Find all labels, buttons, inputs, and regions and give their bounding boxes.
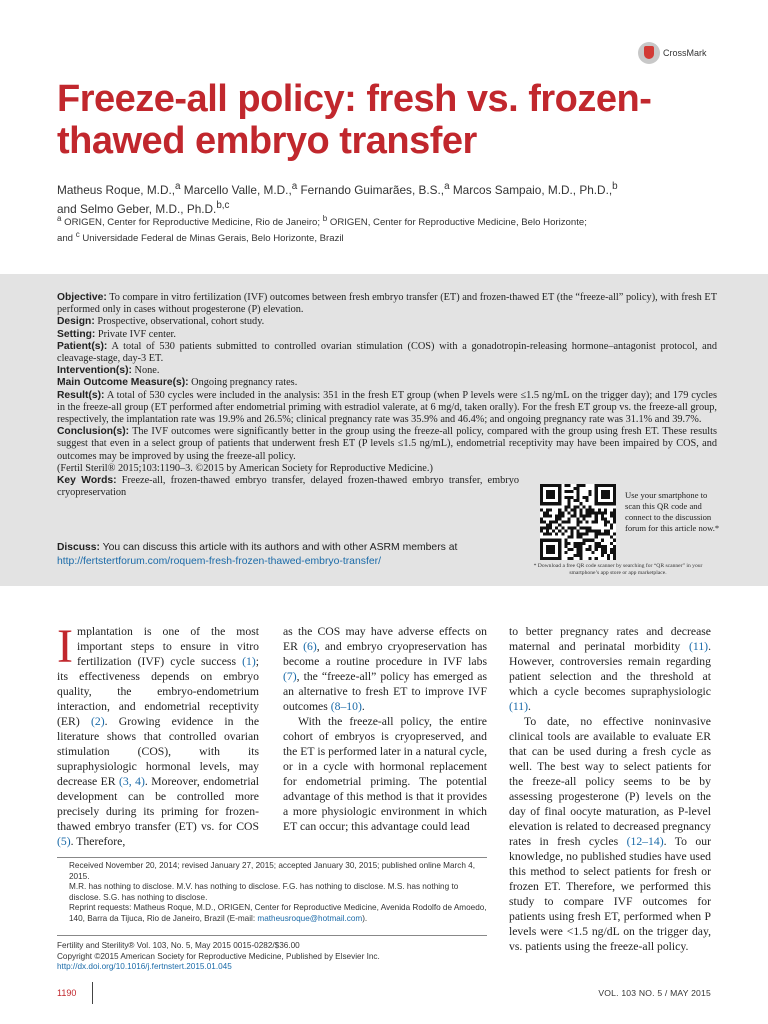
text-run: . However, controversies remain regarding patient selection and the threshold at which a cycle becomes supraphysiologic <box>509 640 711 698</box>
text-run: mplantation is one of the most important steps to ensure in vitro fertilization (IVF) cycle success <box>76 625 259 668</box>
received-dates: Received November 20, 2014; revised January 27, 2015; accepted January 30, 2015; published online March 4, 2015. <box>69 861 475 881</box>
discuss-block <box>57 541 519 568</box>
label-keywords: Key Words: <box>57 475 117 487</box>
patients-text: A total of 530 patients submitted to controlled ovarian stimulation (COS) with a gonadotropin-releasing hormone–antagonist protocol, and cleavage-stage, day-3 ET. <box>57 340 717 365</box>
label-patients: Patient(s): <box>57 340 108 352</box>
article-title: Freeze-all policy: fresh vs. frozen-thawed embryo transfer <box>57 78 652 162</box>
affiliation-text: Universidade Federal de Minas Gerais, Belo Horizonte, Brazil <box>79 233 344 245</box>
author-name: Marcello Valle, M.D., <box>180 182 292 197</box>
conclusions-text: The IVF outcomes were significantly better in the group using the freeze-all policy, compared with the group using fresh ET. These results suggest that even in a select group of patients that underwent fresh ET (P levels ≤1.5 ng/mL), endometrial receptivity may have been impaired by COS, and outcomes may be improved by using the freeze-all policy. <box>57 426 717 462</box>
label-objective: Objective: <box>57 292 107 303</box>
author-name: and Selmo Geber, M.D., Ph.D. <box>57 201 217 216</box>
affil-mark: c <box>75 230 80 240</box>
discuss-text: You can discuss this article with its authors and with other ASRM members at <box>99 542 458 553</box>
body-column-2 <box>283 624 487 834</box>
objective-text: To compare in vitro fertilization (IVF) outcomes between fresh embryo transfer (ET) and frozen-thawed ET (the “freeze-all” policy), with fresh ET performed only in cases without progesterone (P) elevation. <box>57 292 717 316</box>
text-run: . Therefore, <box>70 835 126 848</box>
qr-footnote: * Download a free QR code scanner by searching for “QR scanner” in your smartphone’s app store or app marketplace. <box>533 563 703 576</box>
crossmark-logo[interactable] <box>638 42 707 64</box>
volume-info: VOL. 103 NO. 5 / MAY 2015 <box>598 988 711 998</box>
abstract-outcome <box>57 377 717 389</box>
ref-link[interactable]: (1) <box>242 655 256 668</box>
abstract-setting <box>57 329 717 341</box>
body-paragraph <box>283 624 487 714</box>
text-run: . <box>528 700 531 713</box>
text-run: ; its effectiveness depends on embryo quality, the embryo-endometrium interaction, and endometrial receptivity (ER) <box>57 655 259 728</box>
text-run: . <box>361 700 365 713</box>
body-column-3 <box>509 624 711 954</box>
reprint-end: ). <box>362 913 368 923</box>
body-paragraph <box>509 624 711 714</box>
keywords-text: Freeze-all, frozen-thawed embryo transfer, delayed frozen-thawed embryo transfer, embryo cryopreservation <box>57 475 520 499</box>
intro-paragraph <box>57 620 260 849</box>
interventions-text: None. <box>131 365 160 377</box>
affil-mark: a <box>57 214 62 223</box>
affiliation-text: ORIGEN, Center for Reproductive Medicine, Belo Horizonte; <box>327 217 587 229</box>
reprint-text: Reprint requests: Matheus Roque, M.D., ORIGEN, Center for Reproductive Medicine, Avenida Rodolfo de Amoedo, 140, Barra da Tijuca, Rio de Janeiro, Brazil (E-mail: <box>69 903 487 923</box>
journal-line: Fertility and Sterility® Vol. 103, No. 5, May 2015 0015-0282/$36.00 <box>57 941 300 950</box>
email-link[interactable]: matheusroque@hotmail.com <box>257 913 363 923</box>
author-name: Fernando Guimarães, B.S., <box>297 182 445 197</box>
qr-code[interactable] <box>540 484 616 560</box>
body-paragraph <box>509 714 711 954</box>
ref-link[interactable]: (2) <box>90 715 105 728</box>
label-conclusions: Conclusion(s): <box>57 426 130 438</box>
drop-cap: I <box>57 620 73 673</box>
crossmark-icon <box>638 42 660 64</box>
ref-link[interactable]: (6) <box>303 640 317 653</box>
author-name: Marcos Sampaio, M.D., Ph.D., <box>449 182 613 197</box>
text-run: , the “freeze-all” policy has emerged as an alternative to fresh ET to improve IVF outcomes <box>283 670 487 713</box>
abstract-text <box>57 292 717 499</box>
text-run: to better pregnancy rates and decrease maternal and perinatal morbidity <box>509 625 711 653</box>
text-run: . Moreover, endometrial development can be controlled more precisely during its priming for frozen-thawed embryo transfer (ET) vs. for COS <box>57 775 259 833</box>
text-run: as the COS may have adverse effects on ER <box>283 625 487 653</box>
ref-link[interactable]: (8–10) <box>330 700 362 713</box>
reprint-requests <box>57 903 489 924</box>
footnotes <box>57 861 489 925</box>
affiliation-text: ORIGEN, Center for Reproductive Medicine, Rio de Janeiro; <box>61 217 323 229</box>
affiliation-text: and <box>57 233 76 245</box>
text-run: . To our knowledge, no published studies have used this method to select patients for fresh or frozen ET. Therefore, we performed this study to compare IVF outcomes for patients using fresh ET, performed when P levels were <1.5 ng/dL on the trigger day, vs. patients using the freeze-all policy. <box>509 835 711 953</box>
ref-link[interactable]: (5) <box>57 835 71 848</box>
affil-mark: a <box>444 181 450 192</box>
label-discuss: Discuss: <box>57 542 100 553</box>
affil-mark: b <box>612 181 618 192</box>
results-text: A total of 530 cycles were included in the analysis: 351 in the fresh ET group (when P levels were ≤1.5 ng/mL on the trigger day); and 179 cycles in the freeze-all group (ET performed after endometrial priming with estradiol valerate, at 6 mg/d, taken orally). For the fresh ET group vs. the freeze-all group, respectively, the implantation rate was 19.9% and 26.5%; clinical pregnancy rate was 35.9% and 46.4%; and ongoing pregnancy rate was 31.1% and 39.7%. <box>57 389 717 426</box>
author-name: Matheus Roque, M.D., <box>57 182 176 197</box>
affil-mark: b <box>322 214 328 223</box>
abstract-objective <box>57 292 717 316</box>
ref-link[interactable]: (11) <box>509 700 529 713</box>
doi-link[interactable]: http://dx.doi.org/10.1016/j.fertnstert.2015.01.045 <box>57 962 232 972</box>
journal-info <box>57 941 489 973</box>
outcome-text: Ongoing pregnancy rates. <box>188 377 298 389</box>
journal-divider <box>57 935 487 936</box>
qr-note: Use your smartphone to scan this QR code and connect to the discussion forum for this article now.* <box>625 490 720 533</box>
affil-mark: a <box>291 181 298 192</box>
ref-link[interactable]: (12–14) <box>626 835 664 848</box>
abstract-results <box>57 390 717 427</box>
abstract-narrow-block <box>57 463 519 500</box>
affil-mark: a <box>175 181 181 192</box>
affil-mark: b,c <box>216 199 230 211</box>
design-text: Prospective, observational, cohort study. <box>94 316 265 328</box>
abstract-keywords <box>57 475 519 499</box>
text-run: To date, no effective noninvasive clinical tools are available to evaluate ER that can be used during a fresh cycle as well. The best way to select patients for the freeze-all policy seems to be by assessing progesterone (P) levels on the day of final oocyte maturation, as P-level elevation is related to decreased pregnancy rates in fresh cycles <box>509 715 711 848</box>
label-setting: Setting: <box>57 328 96 340</box>
setting-text: Private IVF center. <box>95 328 176 340</box>
label-results: Result(s): <box>57 389 105 401</box>
text-run: , and embryo cryopreservation has become a routine procedure in IVF labs <box>283 640 488 668</box>
body-paragraph: With the freeze-all policy, the entire cohort of embryos is cryopreserved, and the ET is performed later in a natural cycle, or in a cycle with hormonal replacement for endometrial priming. The potential advantage of this method is that it provides a more physiologic environment in which ET can occur; this advantage could lead <box>283 715 487 833</box>
crossmark-label: CrossMark <box>663 48 707 58</box>
abstract-interventions <box>57 365 717 377</box>
body-column-1 <box>57 620 260 849</box>
discuss-link[interactable]: http://fertstertforum.com/roquem-fresh-frozen-thawed-embryo-transfer/ <box>57 555 381 567</box>
ref-link[interactable]: (7) <box>283 670 297 683</box>
abstract-conclusions <box>57 426 717 463</box>
abstract-citation: (Fertil Steril® 2015;103:1190–3. ©2015 by American Society for Reproductive Medicine.) <box>57 462 433 474</box>
abstract-design <box>57 316 717 328</box>
label-outcome: Main Outcome Measure(s): <box>57 377 189 389</box>
page-number: 1190 <box>57 988 77 998</box>
ref-link[interactable]: (11) <box>689 640 709 653</box>
affiliations <box>57 213 717 245</box>
footer-divider <box>92 982 93 1004</box>
text-run: . Growing evidence in the literature shows that controlled ovarian stimulation (COS), with its supraphysiologic hormonal levels, may decrease ER <box>57 715 260 788</box>
label-design: Design: <box>57 316 95 328</box>
abstract-patients <box>57 341 717 365</box>
ref-link[interactable]: (3, 4) <box>119 775 145 788</box>
copyright-line: Copyright ©2015 American Society for Reproductive Medicine, Published by Elsevier Inc. <box>57 951 380 961</box>
footnote-divider <box>57 857 487 858</box>
label-interventions: Intervention(s): <box>57 365 132 377</box>
author-list <box>57 179 717 217</box>
disclosures: M.R. has nothing to disclose. M.V. has nothing to disclose. F.G. has nothing to disclose. M.S. has nothing to disclose. S.G. has nothing to disclose. <box>69 882 459 902</box>
